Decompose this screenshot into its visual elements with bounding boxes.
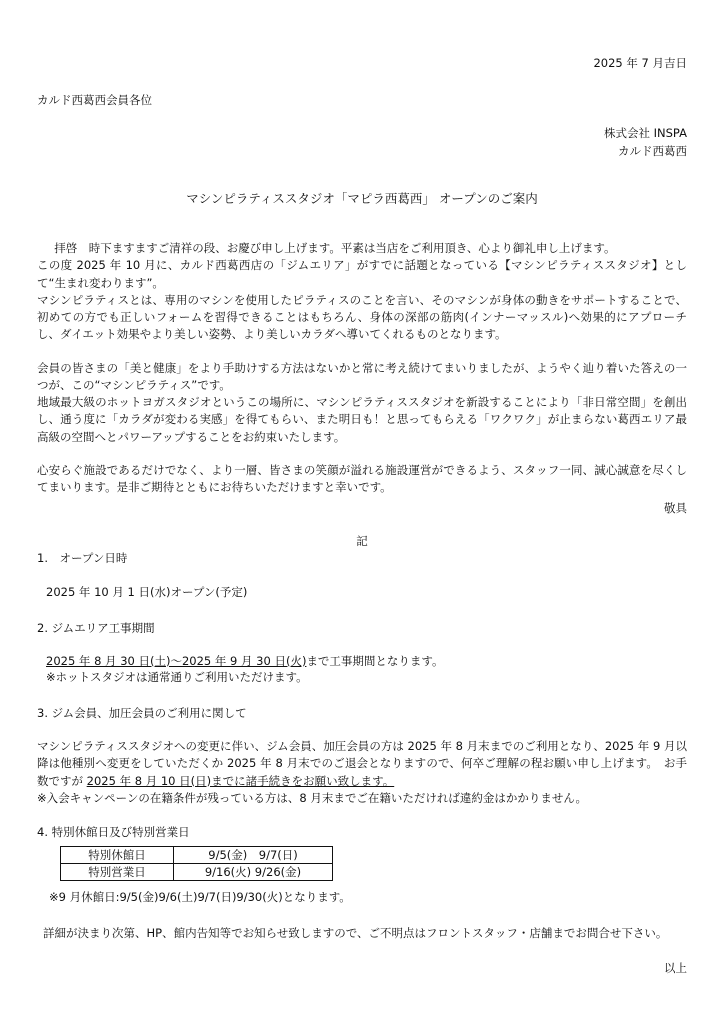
sender-branch: カルド西葛西 (618, 144, 687, 158)
footer-note: 詳細が決まり次第、HP、館内告知等でお知らせ致しますので、ご不明点はフロントスタッフ・店舗までお問合せ下さい。 (43, 926, 668, 940)
table-cell-label: 特別営業日 (61, 864, 174, 881)
section-3-body (37, 738, 687, 790)
table-cell-value: 9/5(金) 9/7(日) (174, 847, 333, 864)
construction-period-suffix: まで工事期間となります。 (306, 654, 444, 668)
section-3-deadline: 2025 年 8 月 10 日(日)までに諸手続きをお願い致します。 (86, 773, 395, 788)
section-2-period-line (46, 653, 687, 670)
paragraph-studio-plan: 地域最大級のホットヨガスタジオというこの場所に、マシンピラティススタジオを新設することにより「非日常空間」を創出し、通う度に「カラダが変わる実感」を得てもらい、また明日も！と思ってもらえる「ワクワク」が止まらない葛西エリア最高級の空間へとパワーアップすることをお約束いたします。 (37, 395, 687, 444)
document-title: マシンピラティススタジオ「マピラ西葛西」 オープンのご案内 (186, 191, 538, 206)
construction-period: 2025 年 8 月 30 日(土)～2025 年 9 月 30 日(火) (46, 654, 307, 668)
special-days-table (60, 846, 333, 881)
section-2-note: ※ホットスタジオは通常通りご利用いただけます。 (46, 670, 308, 684)
paragraph-greeting: 拝啓 時下ますますご清祥の段、お慶び申し上げます。平素は当店をご利用頂き、心より御礼申し上げます。 (54, 241, 616, 255)
section-3-note: ※入会キャンペーンの在籍条件が残っている方は、8 月末までご在籍いただければ違約金はかかりません。 (37, 791, 588, 805)
section-1-heading: 1. オープン日時 (37, 551, 128, 565)
table-cell-value: 9/16(火) 9/26(金) (174, 864, 333, 881)
section-4-heading: 4. 特別休館日及び特別営業日 (37, 825, 190, 839)
ki-marker: 記 (356, 534, 368, 548)
paragraph-commitment: 心安らぐ施設であるだけでなく、より一層、皆さまの笑顔が溢れる施設運営ができるよう、スタッフ一同、誠心誠意を尽くしてまいります。是非ご期待とともにお待ちいただけますと幸いです。 (37, 462, 687, 494)
issue-date: 2025 年 7 月吉日 (593, 56, 687, 70)
paragraph-beauty-health: 会員の皆さまの「美と健康」をより手助けする方法はないかと常に考え続けてまいりましたが、ようやく辿り着いた答えの一つが、この“マシンピラティス”です。 (37, 360, 687, 392)
table-cell-label: 特別休館日 (61, 847, 174, 864)
closing-keigu: 敬具 (664, 501, 687, 515)
section-2-heading: 2. ジムエリア工事期間 (37, 621, 155, 635)
recipient: カルド西葛西会員各位 (37, 93, 152, 107)
paragraph-announcement: この度 2025 年 10 月に、カルド西葛西店の「ジムエリア」がすでに話題となっている【マシンピラティススタジオ】として“生まれ変わります”。 (37, 258, 687, 290)
section-1-text: 2025 年 10 月 1 日(水)オープン(予定) (46, 585, 248, 599)
section-4-note: ※9 月休館日:9/5(金)9/6(土)9/7(日)9/30(火)となります。 (49, 890, 351, 904)
table-row (61, 847, 333, 864)
table-row (61, 864, 333, 881)
letter-body (37, 240, 687, 496)
end-marker: 以上 (664, 961, 687, 975)
paragraph-machine-pilates: マシンピラティスとは、専用のマシンを使用したピラティスのことを言い、そのマシンが身体の動きをサポートすることで、初めての方でも正しいフォームを習得できることはもちろん、身体の深部の筋肉(インナーマッスル)へ効果的にアプローチし、ダイエット効果やより美しい姿勢、より美しいカラダへ導いてくれるものとなります。 (37, 292, 687, 342)
section-3-heading: 3. ジム会員、加圧会員のご利用に関して (37, 706, 247, 720)
section-3-text: マシンピラティススタジオへの変更に伴い、ジム会員、加圧会員の方は 2025 年 8 月末までのご利用となり、2025 年 9 月以降は他種別へ変更をしていただくか 2025 年 8 月末でのご退会となりますので、何卒ご理解の程お願い申し上げます。 お手数ですが (37, 739, 687, 788)
sender-company: 株式会社 INSPA (603, 126, 687, 140)
